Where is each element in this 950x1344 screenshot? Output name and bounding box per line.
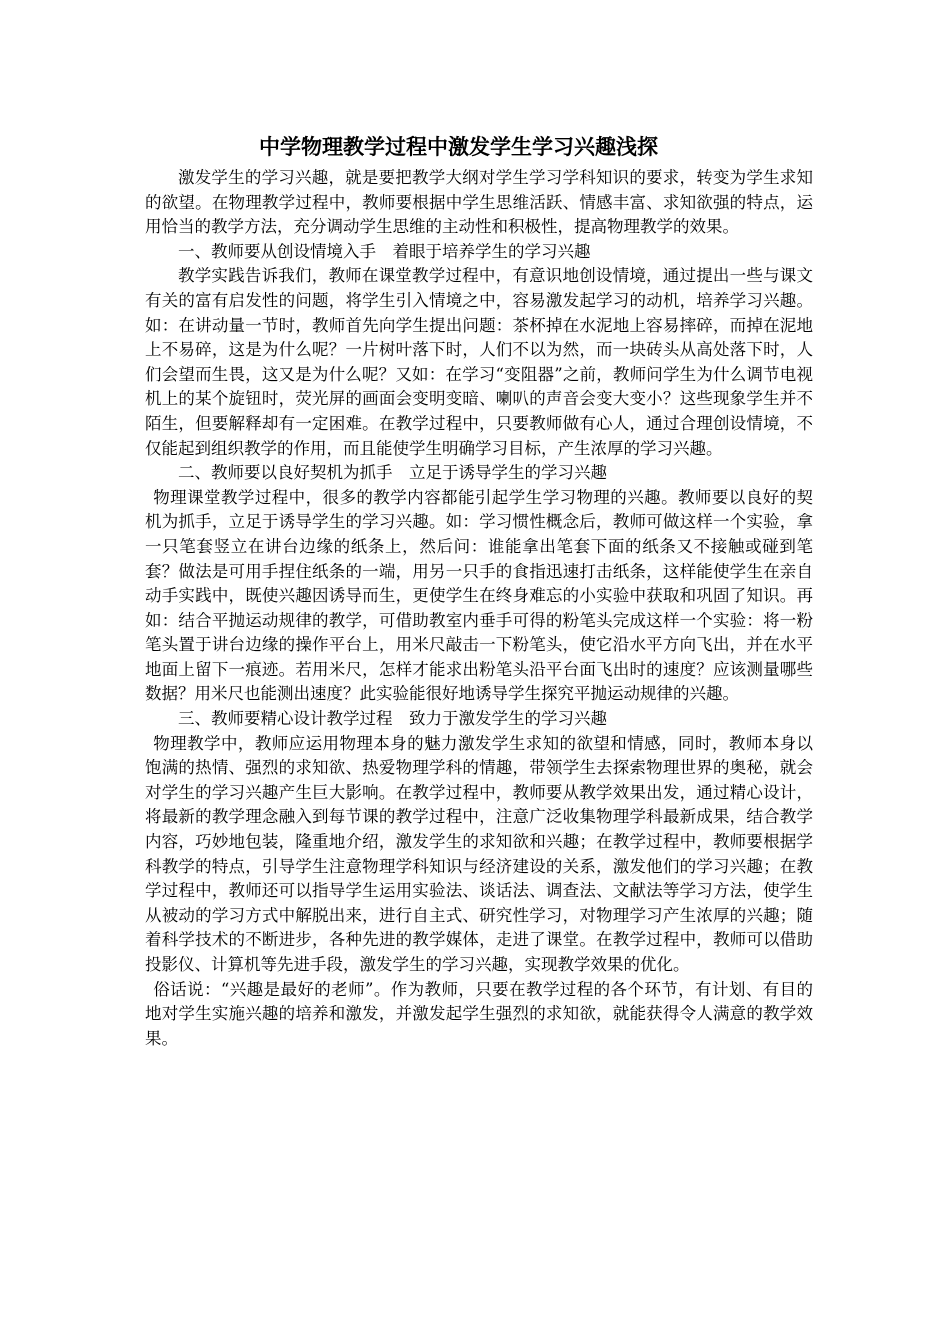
section-3-paragraph: 物理教学中，教师应运用物理本身的魅力激发学生求知的欲望和情感，同时，教师本身以饱满的热情、强烈的求知欲、热爱物理学科的情趣，带领学生去探索物理世界的奥秘，就会对学生的学习兴趣产生巨大影响。在教学过程中，教师要从教学效果出发，通过精心设计，将最新的教学理念融入到每节课的教学过程中，注意广泛收集物理学科最新成果，结合教学内容，巧妙地包装，隆重地介绍，激发学生的求知欲和兴趣；在教学过程中，教师要根据学科教学的特点，引导学生注意物理学科知识与经济建设的关系，激发他们的学习兴趣；在教学过程中，教师还可以指导学生运用实验法、谈话法、调查法、文献法等学习方法，使学生从被动的学习方式中解脱出来，进行自主式、研究性学习，对物理学习产生浓厚的兴趣；随着科学技术的不断进步，各种先进的教学媒体，走进了课堂。在教学过程中，教师可以借助投影仪、计算机等先进手段，激发学生的学习兴趣，实现教学效果的优化。 xyxy=(145,733,813,974)
section-3-heading: 三、教师要精心设计教学过程 致力于激发学生的学习兴趣 xyxy=(178,709,607,729)
conclusion-paragraph: 俗话说：“兴趣是最好的老师”。作为教师，只要在教学过程的各个环节，有计划、有目的地对学生实施兴趣的培养和激发，并激发起学生强烈的求知欲，就能获得令人满意的教学效果。 xyxy=(145,979,813,1048)
intro-paragraph: 激发学生的学习兴趣，就是要把教学大纲对学生学习学科知识的要求，转变为学生求知的欲望。在物理教学过程中，教师要根据中学生思维活跃、情感丰富、求知欲强的特点，运用恰当的教学方法，充分调动学生思维的主动性和积极性，提高物理教学的效果。 xyxy=(145,168,813,237)
section-1-heading: 一、教师要从创设情境入手 着眼于培养学生的学习兴趣 xyxy=(178,241,591,261)
document-title: 中学物理教学过程中激发学生学习兴趣浅探 xyxy=(259,135,658,159)
document-content xyxy=(145,132,813,1051)
section-2-heading: 二、教师要以良好契机为抓手 立足于诱导学生的学习兴趣 xyxy=(178,463,607,483)
section-2-paragraph: 物理课堂教学过程中，很多的教学内容都能引起学生学习物理的兴趣。教师要以良好的契机为抓手，立足于诱导学生的学习兴趣。如：学习惯性概念后，教师可做这样一个实验，拿一只笔套竖立在讲台边缘的纸条上，然后问：谁能拿出笔套下面的纸条又不接触或碰到笔套？做法是可用手捏住纸条的一端，用另一只手的食指迅速打击纸条，这样能使学生在亲自动手实践中，既使兴趣因诱导而生，更使学生在终身难忘的小实验中获取和巩固了知识。再如：结合平抛运动规律的教学，可借助教室内垂手可得的粉笔头完成这样一个实验：将一粉笔头置于讲台边缘的操作平台上，用米尺敲击一下粉笔头，使它沿水平方向飞出，并在水平地面上留下一痕迹。若用米尺，怎样才能求出粉笔头沿平台面飞出时的速度？应该测量哪些数据？用米尺也能测出速度？此实验能很好地诱导学生探究平抛运动规律的兴趣。 xyxy=(145,487,813,704)
section-1-paragraph: 教学实践告诉我们，教师在课堂教学过程中，有意识地创设情境，通过提出一些与课文有关的富有启发性的问题，将学生引入情境之中，容易激发起学习的动机，培养学习兴趣。如：在讲动量一节时，教师首先向学生提出问题：茶杯掉在水泥地上容易摔碎，而掉在泥地上不易碎，这是为什么呢？一片树叶落下时，人们不以为然，而一块砖头从高处落下时，人们会望而生畏，这又是为什么呢？又如：在学习“变阻器”之前，教师问学生为什么调节电视机上的某个旋钮时，荧光屏的画面会变明变暗、喇叭的声音会变大变小？这些现象学生并不陌生，但要解释却有一定困难。在教学过程中，只要教师做有心人，通过合理创设情境，不仅能起到组织教学的作用，而且能使学生明确学习目标，产生浓厚的学习兴趣。 xyxy=(145,266,813,458)
